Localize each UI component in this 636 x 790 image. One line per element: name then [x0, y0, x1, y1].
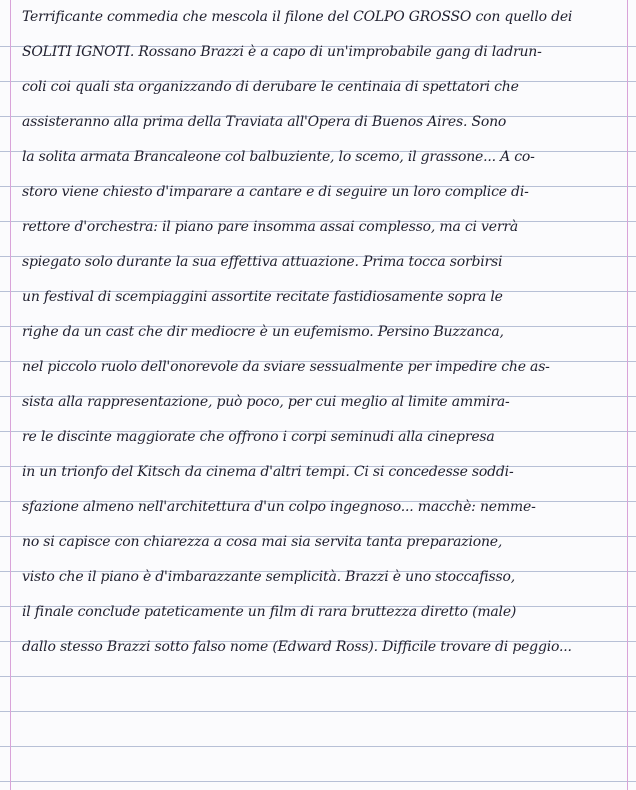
text-line: sista alla rappresentazione, può poco, per cui meglio al limite ammira- [22, 394, 510, 410]
text-line: no si capisce con chiarezza a cosa mai sia servita tanta preparazione, [22, 534, 503, 550]
text-line: dallo stesso Brazzi sotto falso nome (Edward Ross). Difficile trovare di peggio... [22, 639, 572, 655]
text-line: assisteranno alla prima della Traviata all'Opera di Buenos Aires. Sono [22, 114, 507, 130]
text-line: nel piccolo ruolo dell'onorevole da sviare sessualmente per impedire che as- [22, 359, 550, 375]
text-line: Terrificante commedia che mescola il filone del COLPO GROSSO con quello dei [22, 9, 573, 25]
text-line: un festival di scempiaggini assortite recitate fastidiosamente sopra le [22, 289, 503, 305]
text-line: rettore d'orchestra: il piano pare insomma assai complesso, ma ci verrà [22, 219, 518, 235]
text-line: sfazione almeno nell'architettura d'un colpo ingegnoso... macchè: nemme- [22, 499, 536, 515]
text-line: re le discinte maggiorate che offrono i corpi seminudi alla cinepresa [22, 429, 495, 445]
text-line: in un trionfo del Kitsch da cinema d'altri tempi. Ci si concedesse soddi- [22, 464, 514, 480]
text-line: il finale conclude pateticamente un film di rara bruttezza diretto (male) [22, 604, 517, 620]
text-line: righe da un cast che dir mediocre è un eufemismo. Persino Buzzanca, [22, 324, 504, 340]
text-line: la solita armata Brancaleone col balbuziente, lo scemo, il grassone... A co- [22, 149, 535, 165]
left-margin-rule [10, 0, 11, 790]
text-line: visto che il piano è d'imbarazzante semplicità. Brazzi è uno stoccafisso, [22, 569, 515, 585]
right-margin-rule [627, 0, 628, 790]
text-line: storo viene chiesto d'imparare a cantare e di seguire un loro complice di- [22, 184, 529, 200]
text-line: spiegato solo durante la sua effettiva attuazione. Prima tocca sorbirsi [22, 254, 503, 270]
text-line: coli coi quali sta organizzando di derubare le centinaia di spettatori che [22, 79, 519, 95]
handwritten-text-block [22, 0, 620, 665]
text-line: SOLITI IGNOTI. Rossano Brazzi è a capo di un'improbabile gang di ladrun- [22, 44, 542, 60]
